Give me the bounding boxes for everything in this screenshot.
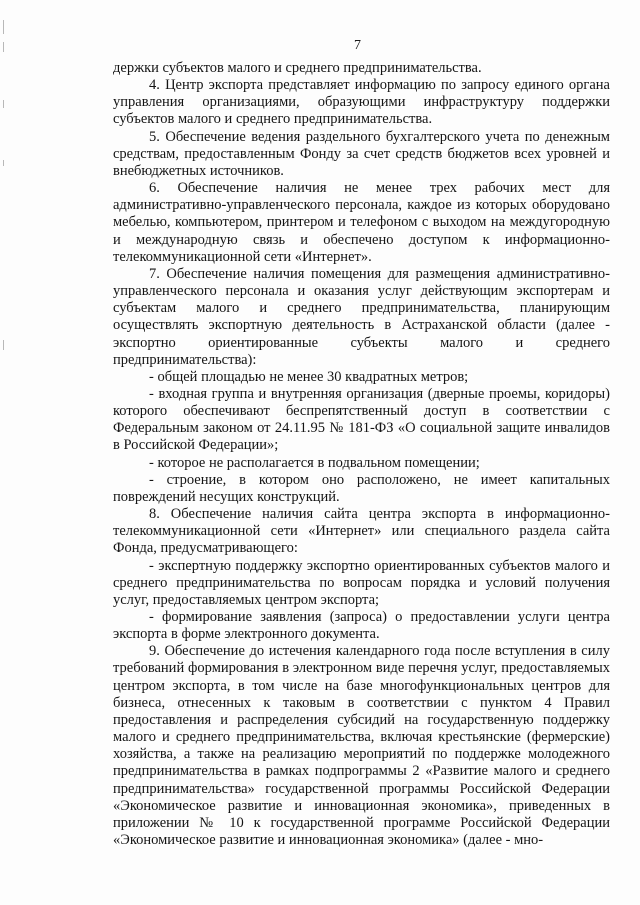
- list-item-entrance: - входная группа и внутренняя организация (дверные проемы, коридоры) которого обеспечивают беспрепятственный доступ в соответствии с Федеральным законом от 24.11.95 № 181-ФЗ «О социальной защите инвалидов в Российской Федерации»;: [113, 385, 610, 454]
- paragraph-continuation: держки субъектов малого и среднего предпринимательства.: [113, 60, 482, 76]
- list-item-expert-support: - экспертную поддержку экспортно ориентированных субъектов малого и среднего предпринимательства по вопросам порядка и условий получения услуг, предоставляемых центром экспорта;: [113, 557, 610, 608]
- list-item-area: - общей площадью не менее 30 квадратных метров;: [149, 368, 469, 385]
- paragraph-item-8: 8. Обеспечение наличия сайта центра экспорта в информационно-телекоммуникационной сети «Интернет» или специального раздела сайта Фонда, предусматривающего:: [113, 506, 610, 557]
- scan-margin-marks: [3, 20, 7, 620]
- list-item-building: - строение, в котором оно расположено, не имеет капитальных повреждений несущих конструкций.: [113, 471, 610, 505]
- list-item-basement: - которое не располагается в подвальном помещении;: [149, 454, 480, 471]
- paragraph-item-7: 7. Обеспечение наличия помещения для размещения административно-управленческого персонала и оказания услуг действующим экспортерам и субъектам малого и среднего предпринимательства, планирующим осуществлять экспортную деятельность в Астраханской области (далее - экспортно ориентированные субъекты малого и среднего предпринимательства):: [113, 265, 610, 368]
- list-item-application: - формирование заявления (запроса) о предоставлении услуги центра экспорта в форме электронного документа.: [113, 609, 610, 643]
- paragraph-item-6: 6. Обеспечение наличия не менее трех рабочих мест для административно-управленческого персонала, каждое из которых оборудовано мебелью, компьютером, принтером и телефоном с выходом на междугородную и международную связь и обеспечено доступом к информационно-телекоммуникационной сети «Интернет».: [113, 180, 610, 265]
- paragraph-item-5: 5. Обеспечение ведения раздельного бухгалтерского учета по денежным средствам, предоставленным Фонду за счет средств бюджетов всех уровней и внебюджетных источников.: [113, 128, 610, 179]
- paragraph-item-9: 9. Обеспечение до истечения календарного года после вступления в силу требований формирования в электронном виде перечня услуг, предоставляемых центром экспорта, в том числе на базе многофункциональных центров для бизнеса, отнесенных к таковым в соответствии с пунктом 4 Правил предоставления и распределения субсидий на государственную поддержку малого и среднего предпринимательства, включая крестьянские (фермерские) хозяйства, а также на реализацию мероприятий по поддержке молодежного предпринимательства в рамках подпрограммы 2 «Развитие малого и среднего предпринимательства» государственной программы Российской Федерации «Экономическое развитие и инновационная экономика», приведенных в приложении № 10 к государственной программе Российской Федерации «Экономическое развитие и инновационная экономика» (далее - мно-: [113, 643, 610, 849]
- page-number: 7: [354, 38, 361, 53]
- paragraph-item-4: 4. Центр экспорта представляет информацию по запросу единого органа управления организациями, образующими инфраструктуру поддержки субъектов малого и среднего предпринимательства.: [113, 77, 610, 128]
- document-body: [113, 60, 610, 849]
